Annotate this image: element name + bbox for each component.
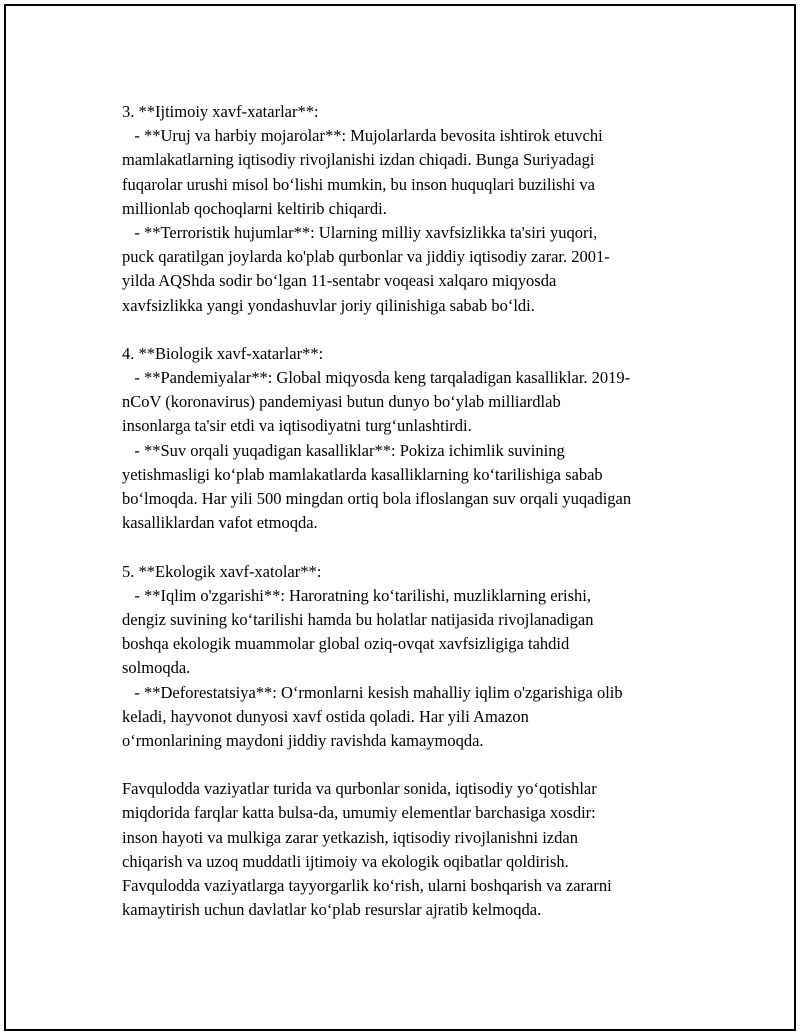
text-line: miqdorida farqlar katta bulsa-da, umumiy elementlar barchasiga xosdir: xyxy=(122,803,596,823)
page-frame xyxy=(4,4,796,1031)
blank-line xyxy=(122,535,702,559)
text-line: Favqulodda vaziyatlarga tayyorgarlik koʻrish, ularni boshqarish va zararni xyxy=(122,876,612,895)
text-line: kasalliklardan vafot etmoqda. xyxy=(122,513,318,533)
text-line: - **Deforestatsiya**: Oʻrmonlarni kesish mahalliy iqlim o'zgarishiga olib xyxy=(122,682,623,702)
text-line: keladi, hayvonot dunyosi xavf ostida qoladi. Har yili Amazon xyxy=(122,706,529,726)
text-line: 5. **Ekologik xavf-xatolar**: xyxy=(122,561,322,581)
text-line: oʻrmonlarining maydoni jiddiy ravishda kamaymoqda. xyxy=(122,730,484,750)
text-line: mamlakatlarning iqtisodiy rivojlanishi izdan chiqadi. Bunga Suriyadagi xyxy=(122,150,595,170)
text-line: inson hayoti va mulkiga zarar yetkazish, iqtisodiy rivojlanishni izdan xyxy=(122,827,578,847)
text-line: boshqa ekologik muammolar global oziq-ovqat xavfsizligiga tahdid xyxy=(122,634,570,654)
text-line: Favqulodda vaziyatlar turida va qurbonlar sonida, iqtisodiy yoʻqotishlar xyxy=(122,779,597,799)
text-line: - **Pandemiyalar**: Global miqyosda keng tarqaladigan kasalliklar. 2019- xyxy=(122,368,631,388)
text-line: millionlab qochoqlarni keltirib chiqardi. xyxy=(122,198,387,218)
text-line: nCoV (koronavirus) pandemiyasi butun dunyo boʻylab milliardlab xyxy=(122,392,561,412)
text-line: boʻlmoqda. Har yili 500 mingdan ortiq bola ifloslangan suv orqali yuqadigan xyxy=(122,489,632,508)
text-line: yetishmasligi koʻplab mamlakatlarda kasalliklarning koʻtarilishiga sabab xyxy=(122,464,603,484)
text-line: xavfsizlikka yangi yondashuvlar joriy qilinishiga sabab boʻldi. xyxy=(122,295,535,315)
text-line: yilda AQShda sodir boʻlgan 11-sentabr voqeasi xalqaro miqyosda xyxy=(122,271,557,291)
text-line: fuqarolar urushi misol boʻlishi mumkin, bu inson huquqlari buzilishi va xyxy=(122,174,595,194)
text-line: chiqarish va uzoq muddatli ijtimoiy va ekologik oqibatlar qoldirish. xyxy=(122,851,569,871)
document-text xyxy=(122,100,702,922)
text-line: 3. **Ijtimoiy xavf-xatarlar**: xyxy=(122,102,319,121)
text-line: - **Suv orqali yuqadigan kasalliklar**: Pokiza ichimlik suvining xyxy=(122,440,565,460)
text-line: puck qaratilgan joylarda ko'plab qurbonlar va jiddiy iqtisodiy zarar. 2001- xyxy=(122,247,610,267)
text-line: - **Terroristik hujumlar**: Ularning milliy xavfsizlikka ta'siri yuqori, xyxy=(122,222,598,242)
text-line: kamaytirish uchun davlatlar koʻplab resurslar ajratib kelmoqda. xyxy=(122,900,542,920)
blank-line xyxy=(122,753,702,777)
text-line: dengiz suvining koʻtarilishi hamda bu holatlar natijasida rivojlanadigan xyxy=(122,609,594,629)
text-line: insonlarga ta'sir etdi va iqtisodiyatni turgʻunlashtirdi. xyxy=(122,416,472,436)
blank-line xyxy=(122,318,702,342)
text-line: - **Uruj va harbiy mojarolar**: Mujolarlarda bevosita ishtirok etuvchi xyxy=(122,126,603,146)
text-line: 4. **Biologik xavf-xatarlar**: xyxy=(122,343,324,363)
text-line: solmoqda. xyxy=(122,658,191,678)
text-line: - **Iqlim o'zgarishi**: Haroratning koʻtarilishi, muzliklarning erishi, xyxy=(122,585,592,605)
